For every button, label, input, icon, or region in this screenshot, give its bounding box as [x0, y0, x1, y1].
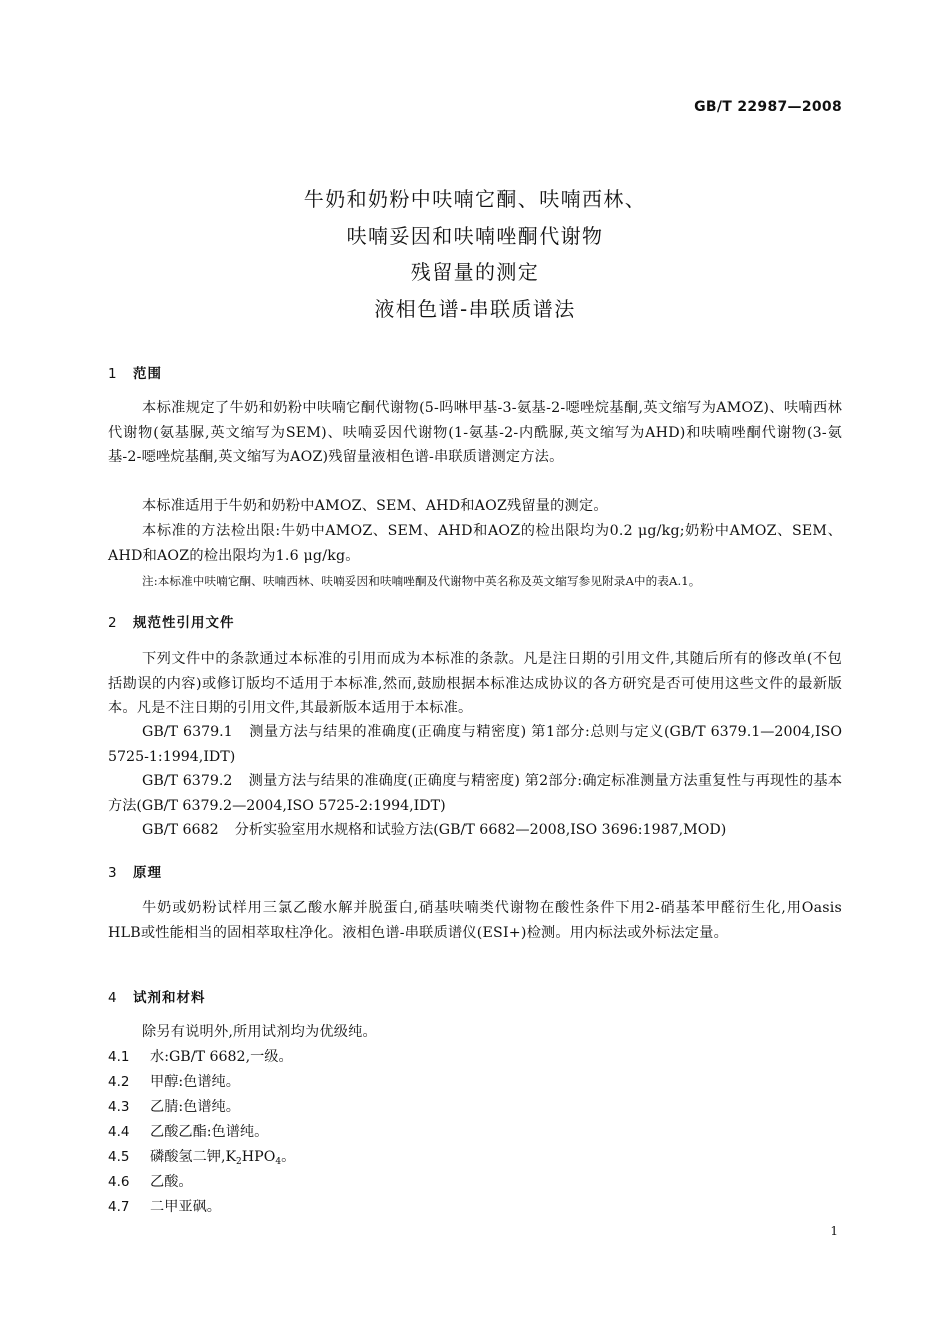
clause-number: 4.2 — [108, 1074, 130, 1090]
section-title: 规范性引用文件 — [133, 615, 235, 631]
section-title: 试剂和材料 — [133, 990, 206, 1006]
section-heading-principle — [108, 861, 162, 881]
page-number: 1 — [830, 1224, 838, 1238]
clause-text: 水:GB/T 6682,一级。 — [150, 1049, 293, 1065]
reagent-item — [108, 1146, 295, 1173]
reference-code: GB/T 6379.2 — [142, 773, 233, 789]
section-number: 2 — [108, 615, 118, 631]
scope-paragraph-2: 本标准适用于牛奶和奶粉中AMOZ、SEM、AHD和AOZ残留量的测定。 — [142, 498, 608, 514]
reference-item — [108, 769, 842, 818]
section-heading-reagents — [108, 986, 206, 1006]
references-paragraph: 下列文件中的条款通过本标准的引用而成为本标准的条款。凡是注日期的引用文件,其随后所有的修改单(不包括勘误的内容)或修订版均不适用于本标准,然而,鼓励根据本标准达成协议的各方研究是否可使用这些文件的最新版本。凡是不注日期的引用文件,其最新版本适用于本标准。 — [108, 651, 842, 716]
reagent-item — [108, 1071, 240, 1093]
document-title — [0, 181, 950, 328]
scope-paragraph-3: 本标准的方法检出限:牛奶中AMOZ、SEM、AHD和AOZ的检出限均为0.2 μg/kg;奶粉中AMOZ、SEM、AHD和AOZ的检出限均为1.6 μg/kg。 — [108, 523, 842, 564]
title-line: 液相色谱-串联质谱法 — [374, 297, 576, 322]
reagent-item — [108, 1096, 240, 1118]
reagent-item — [108, 1171, 193, 1193]
clause-number: 4.5 — [108, 1149, 130, 1165]
reference-text: 分析实验室用水规格和试验方法(GB/T 6682—2008,ISO 3696:1987,MOD) — [234, 822, 727, 838]
formula-subscript: 2 — [236, 1157, 242, 1167]
title-line: 残留量的测定 — [410, 260, 540, 285]
title-line: 呋喃妥因和呋喃唑酮代谢物 — [346, 223, 604, 248]
scope-note: 注:本标准中呋喃它酮、呋喃西林、呋喃妥因和呋喃唑酮及代谢物中英名称及英文缩写参见附录A中的表A.1。 — [142, 574, 701, 588]
section-number: 4 — [108, 990, 118, 1006]
clause-text: 乙腈:色谱纯。 — [150, 1099, 240, 1115]
clause-text — [150, 1149, 295, 1165]
title-line: 牛奶和奶粉中呋喃它酮、呋喃西林、 — [303, 187, 647, 211]
clause-text: 二甲亚砜。 — [150, 1199, 221, 1215]
section-title: 范围 — [133, 366, 162, 382]
reagent-item — [108, 1196, 221, 1218]
clause-number: 4.4 — [108, 1124, 130, 1140]
formula-part: 。 — [281, 1149, 296, 1165]
reference-item — [108, 720, 842, 769]
reference-code: GB/T 6682 — [142, 822, 219, 838]
section-heading-references — [108, 611, 235, 631]
formula-subscript: 4 — [275, 1157, 282, 1167]
formula-part: HPO — [241, 1149, 276, 1165]
reference-code: GB/T 6379.1 — [142, 724, 233, 740]
standard-number: GB/T 22987—2008 — [694, 99, 842, 115]
reference-text: 测量方法与结果的准确度(正确度与精密度) 第2部分:确定标准测量方法重复性与再现性的基本方法(GB/T 6379.2—2004,ISO 5725-2:1994,IDT) — [108, 773, 843, 814]
reagent-item — [108, 1121, 268, 1143]
clause-number: 4.7 — [108, 1199, 130, 1215]
section-number: 1 — [108, 366, 118, 382]
clause-number: 4.1 — [108, 1049, 130, 1065]
reference-text: 测量方法与结果的准确度(正确度与精密度) 第1部分:总则与定义(GB/T 6379.1—2004,ISO 5725-1:1994,IDT) — [108, 724, 843, 765]
reagent-item — [108, 1046, 293, 1068]
section-number: 3 — [108, 865, 118, 881]
principle-paragraph: 牛奶或奶粉试样用三氯乙酸水解并脱蛋白,硝基呋喃类代谢物在酸性条件下用2-硝基苯甲醛衍生化,用Oasis HLB或性能相当的固相萃取柱净化。液相色谱-串联质谱仪(ESI+)检测。用内标法或外标法定量。 — [108, 900, 842, 941]
clause-text: 乙酸乙酯:色谱纯。 — [150, 1124, 269, 1140]
section-heading-scope — [108, 362, 162, 382]
clause-number: 4.3 — [108, 1099, 130, 1115]
reference-item — [108, 818, 842, 843]
clause-text: 甲醇:色谱纯。 — [150, 1074, 240, 1090]
section-title: 原理 — [133, 865, 162, 881]
clause-text: 乙酸。 — [150, 1174, 193, 1190]
formula-part: 磷酸氢二钾,K — [150, 1149, 237, 1165]
scope-paragraph-1: 本标准规定了牛奶和奶粉中呋喃它酮代谢物(5-吗啉甲基-3-氨基-2-噁唑烷基酮,英文缩写为AMOZ)、呋喃西林代谢物(氨基脲,英文缩写为SEM)、呋喃妥因代谢物(1-氨基-2-内酰脲,英文缩写为AHD)和呋喃唑酮代谢物(3-氨基-2-噁唑烷基酮,英文缩写为AOZ)残留量液相色谱-串联质谱测定方法。 — [108, 400, 842, 465]
reagents-intro: 除另有说明外,所用试剂均为优级纯。 — [142, 1024, 377, 1040]
clause-number: 4.6 — [108, 1174, 130, 1190]
